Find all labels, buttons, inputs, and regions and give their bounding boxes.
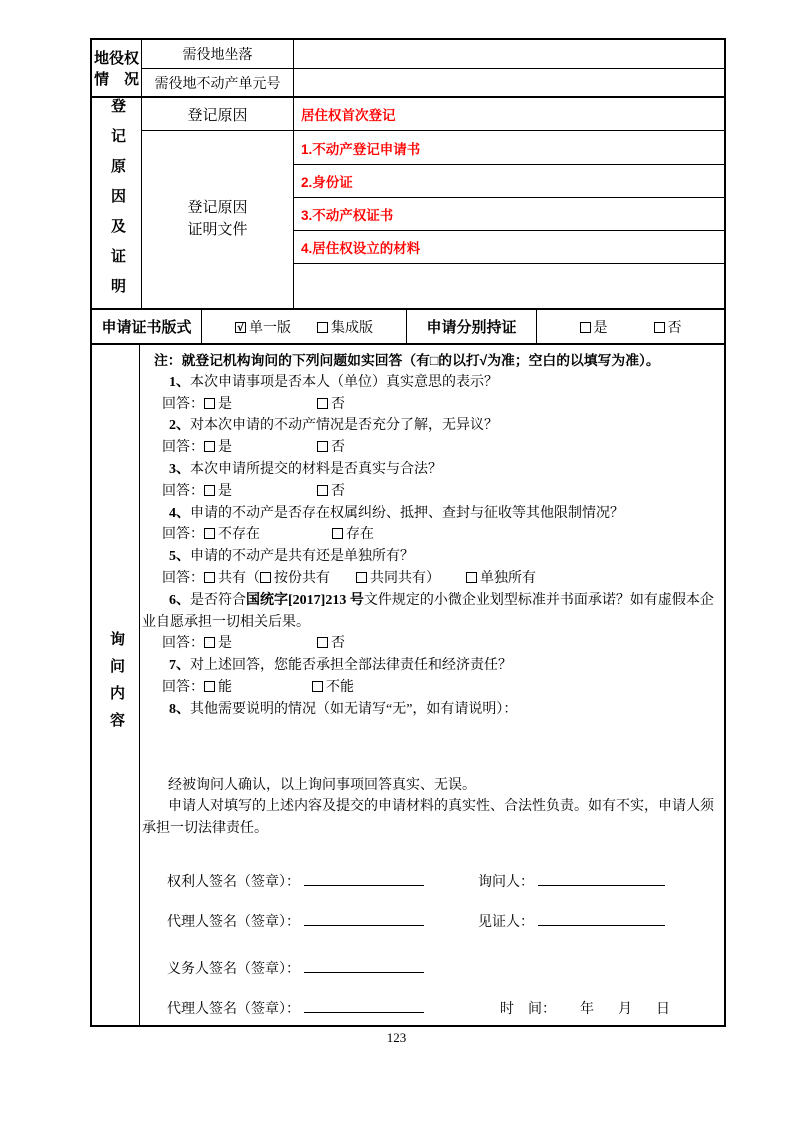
proof-document-row-3[interactable]: 3.不动产权证书 bbox=[294, 197, 724, 230]
certificate-format-options bbox=[202, 310, 407, 343]
option-否 bbox=[317, 484, 345, 499]
registration-reason-section bbox=[92, 96, 724, 308]
checkbox-icon[interactable] bbox=[317, 637, 328, 648]
easement-label-line2: 情 况 bbox=[93, 72, 139, 88]
question-7 bbox=[140, 655, 724, 677]
answer-prefix: 回答： bbox=[162, 679, 204, 695]
option-否 bbox=[317, 636, 345, 651]
option-共有（ bbox=[204, 571, 260, 586]
checkbox-icon[interactable] bbox=[317, 485, 328, 496]
checkbox-icon[interactable] bbox=[317, 398, 328, 409]
option-label: 能 bbox=[218, 679, 232, 695]
certificate-format-section bbox=[92, 308, 724, 343]
checkbox-checked-icon[interactable]: √ bbox=[236, 321, 245, 333]
checkbox-icon[interactable] bbox=[312, 681, 323, 692]
registration-reason-row bbox=[142, 98, 724, 131]
inquirer-signature-line[interactable] bbox=[538, 873, 665, 886]
option-label: 共同共有） bbox=[370, 570, 440, 586]
checkbox-icon[interactable] bbox=[580, 322, 591, 333]
checkbox-icon[interactable] bbox=[356, 572, 367, 583]
option-label: 单一版 bbox=[249, 320, 291, 336]
option-label: 不存在 bbox=[218, 527, 260, 543]
text-segment: 对本次申请的不动产情况是否充分了解，无异议？ bbox=[190, 418, 498, 434]
answer-1 bbox=[140, 394, 724, 416]
inquiry-lines bbox=[140, 350, 724, 840]
obligor-signature-row bbox=[140, 960, 724, 980]
inquiry-content bbox=[140, 345, 724, 1025]
proof-document-row-4[interactable]: 4.居住权设立的材料 bbox=[294, 230, 724, 263]
agent-signature-line-2[interactable] bbox=[304, 1000, 424, 1013]
answer-prefix: 回答： bbox=[162, 440, 204, 456]
proof-document-row-5[interactable] bbox=[294, 263, 724, 308]
answer-2 bbox=[140, 437, 724, 459]
checkbox-icon[interactable] bbox=[332, 528, 343, 539]
option-是 bbox=[580, 317, 608, 337]
text-segment: 本次申请所提交的材料是否真实与合法？ bbox=[190, 461, 442, 477]
checkbox-icon[interactable] bbox=[654, 322, 665, 333]
checkbox-icon[interactable] bbox=[204, 485, 215, 496]
text-segment: 是否符合 bbox=[190, 592, 246, 608]
checkbox-icon[interactable] bbox=[204, 637, 215, 648]
rightholder-signature-label: 权利人签名（签章）： bbox=[167, 874, 300, 890]
option-label: 共有（ bbox=[218, 570, 260, 586]
agent-signature-row-1 bbox=[140, 913, 724, 933]
answer-prefix: 回答： bbox=[162, 396, 204, 412]
checkbox-icon[interactable] bbox=[204, 398, 215, 409]
agent-signature-label-1: 代理人签名（签章）： bbox=[167, 914, 300, 930]
checkbox-icon[interactable] bbox=[204, 681, 215, 692]
text-segment: 本次申请事项是否本人（单位）真实意思的表示？ bbox=[190, 374, 498, 390]
option-label: 否 bbox=[331, 396, 345, 412]
text-segment: 8、 bbox=[169, 701, 190, 717]
question-1 bbox=[140, 372, 724, 394]
agent-signature-line-1[interactable] bbox=[304, 913, 424, 926]
witness-label: 见证人： bbox=[478, 914, 534, 930]
question-6 bbox=[140, 590, 724, 612]
text-segment: 5、 bbox=[169, 549, 190, 565]
witness-signature-line[interactable] bbox=[538, 913, 665, 926]
answer-prefix: 回答： bbox=[162, 570, 204, 586]
text-segment: 业自愿承担一切相关后果。 bbox=[142, 614, 310, 630]
option-能 bbox=[204, 680, 232, 695]
text-segment: 国统字[2017]213 号 bbox=[246, 592, 364, 608]
option-存在 bbox=[332, 527, 374, 542]
option-是 bbox=[204, 636, 232, 651]
option-是 bbox=[204, 397, 232, 412]
option-label: 否 bbox=[331, 440, 345, 456]
option-按份共有 bbox=[260, 571, 330, 586]
question-5 bbox=[140, 546, 724, 568]
text-segment: 对上述回答，您能否承担全部法律责任和经济责任？ bbox=[190, 658, 512, 674]
checkbox-icon[interactable] bbox=[260, 572, 271, 583]
option-不能 bbox=[312, 680, 354, 695]
text-segment: 申请的不动产是否存在权属纠纷、抵押、查封与征收等其他限制情况？ bbox=[190, 505, 624, 521]
form-table bbox=[90, 38, 726, 1027]
registration-section-label-text: 登记原因及证明 bbox=[109, 98, 125, 308]
checkbox-icon[interactable] bbox=[466, 572, 477, 583]
option-label: 是 bbox=[218, 396, 232, 412]
option-否 bbox=[317, 397, 345, 412]
agent-signature-row-2 bbox=[140, 1000, 724, 1020]
text-segment: 注：就登记机构询问的下列问题如实回答（有□的以打√为准；空白的以填写为准）。 bbox=[154, 353, 660, 368]
option-label: 存在 bbox=[346, 527, 374, 543]
text-segment: 3、 bbox=[169, 461, 190, 477]
text-segment: 4、 bbox=[169, 505, 190, 521]
text-segment: 申请的不动产是共有还是单独所有？ bbox=[190, 549, 414, 565]
registration-section-label bbox=[92, 98, 142, 308]
checkbox-icon[interactable] bbox=[317, 441, 328, 452]
answer-prefix: 回答： bbox=[162, 483, 204, 499]
inquiry-section bbox=[92, 343, 724, 1025]
checkbox-icon[interactable] bbox=[204, 441, 215, 452]
checkbox-icon[interactable] bbox=[204, 572, 215, 583]
easement-section bbox=[92, 40, 724, 96]
option-是 bbox=[204, 484, 232, 499]
liability-statement bbox=[140, 796, 724, 818]
confirmation-statement bbox=[140, 775, 724, 797]
time-label: 时 间： bbox=[500, 1001, 556, 1017]
question-4 bbox=[140, 503, 724, 525]
option-label: 否 bbox=[331, 636, 345, 652]
year-label: 年 bbox=[580, 1001, 594, 1017]
answer-prefix: 回答： bbox=[162, 636, 204, 652]
option-label: 单独所有 bbox=[480, 570, 536, 586]
answer-3 bbox=[140, 481, 724, 503]
text-segment: 7、 bbox=[169, 658, 190, 674]
option-label: 是 bbox=[218, 440, 232, 456]
checkbox-icon[interactable] bbox=[204, 528, 215, 539]
option-单独所有 bbox=[466, 571, 536, 586]
dominant-land-unit-number-value[interactable] bbox=[294, 69, 724, 96]
easement-label-line1: 地役权 bbox=[93, 51, 139, 67]
option-label: 不能 bbox=[326, 679, 354, 695]
question-2 bbox=[140, 415, 724, 437]
option-集成版 bbox=[317, 317, 373, 337]
option-label: 否 bbox=[667, 320, 682, 336]
dominant-land-location-value[interactable] bbox=[294, 40, 724, 68]
option-label: 否 bbox=[331, 483, 345, 499]
option-label: 集成版 bbox=[331, 320, 373, 336]
text-segment: 文件规定的小微企业划型标准并书面承诺？如有虚假本企 bbox=[363, 592, 714, 608]
inquiry-section-label bbox=[92, 345, 140, 1025]
separate-certificate-label: 申请分别持证 bbox=[407, 310, 537, 343]
registration-reason-label: 登记原因 bbox=[142, 98, 294, 130]
proof-documents-label bbox=[142, 131, 294, 308]
question-6-cont bbox=[140, 612, 724, 634]
text-segment: 经被询问人确认，以上询问事项回答真实、无误。 bbox=[168, 777, 476, 793]
question-8 bbox=[140, 699, 724, 721]
page-number: 123 bbox=[386, 1030, 407, 1045]
text-segment: 承担一切法律责任。 bbox=[142, 821, 268, 837]
option-label: 是 bbox=[218, 636, 232, 652]
text-segment: 2、 bbox=[169, 418, 190, 434]
answer-4 bbox=[140, 524, 724, 546]
proof-document-row-1[interactable]: 1.不动产登记申请书 bbox=[301, 141, 421, 157]
inquirer-label: 询问人： bbox=[478, 874, 534, 890]
text-segment: 1、 bbox=[169, 374, 190, 390]
option-label: 是 bbox=[218, 483, 232, 499]
date-field bbox=[500, 1000, 670, 1020]
proof-documents-label-line1: 登记原因 bbox=[187, 199, 248, 216]
registration-reason-value[interactable]: 居住权首次登记 bbox=[301, 108, 396, 123]
month-label: 月 bbox=[618, 1001, 632, 1017]
text-segment: 其他需要说明的情况（如无请写“无”，如有请说明）： bbox=[190, 701, 518, 717]
certificate-format-label: 申请证书版式 bbox=[92, 310, 202, 343]
dominant-land-location-row bbox=[142, 40, 724, 68]
proof-documents-label-line2: 证明文件 bbox=[187, 221, 248, 238]
dominant-land-unit-number-label: 需役地不动产单元号 bbox=[142, 69, 294, 96]
rightholder-signature-line[interactable] bbox=[304, 873, 424, 886]
option-单一版 bbox=[235, 317, 291, 337]
question-3 bbox=[140, 459, 724, 481]
answer-prefix: 回答： bbox=[162, 527, 204, 543]
option-label: 按份共有 bbox=[274, 570, 330, 586]
inquiry-section-label-text: 询问内容 bbox=[108, 631, 124, 739]
option-不存在 bbox=[204, 527, 260, 542]
agent-signature-label-2: 代理人签名（签章）： bbox=[167, 1001, 300, 1017]
option-否 bbox=[654, 317, 682, 337]
checkbox-icon[interactable] bbox=[317, 322, 328, 333]
text-segment: 6、 bbox=[169, 592, 190, 608]
option-label: 是 bbox=[593, 320, 608, 336]
option-是 bbox=[204, 440, 232, 455]
text-segment: 申请人对填写的上述内容及提交的申请材料的真实性、合法性负责。如有不实，申请人须 bbox=[168, 799, 714, 815]
separate-certificate-options bbox=[537, 310, 724, 343]
easement-section-label bbox=[92, 40, 142, 96]
obligor-signature-label: 义务人签名（签章）： bbox=[167, 961, 300, 977]
rightholder-signature-row bbox=[140, 873, 724, 893]
answer-7 bbox=[140, 677, 724, 699]
liability-statement-cont bbox=[140, 818, 724, 840]
obligor-signature-line[interactable] bbox=[304, 960, 424, 973]
proof-document-row-2[interactable]: 2.身份证 bbox=[294, 164, 724, 197]
option-共同共有） bbox=[356, 571, 440, 586]
option-否 bbox=[317, 440, 345, 455]
inquiry-note bbox=[140, 350, 724, 372]
day-label: 日 bbox=[656, 1001, 670, 1017]
dominant-land-unit-number-row bbox=[142, 68, 724, 96]
answer-6 bbox=[140, 633, 724, 655]
dominant-land-location-label: 需役地坐落 bbox=[142, 40, 294, 68]
answer-5 bbox=[140, 568, 724, 590]
